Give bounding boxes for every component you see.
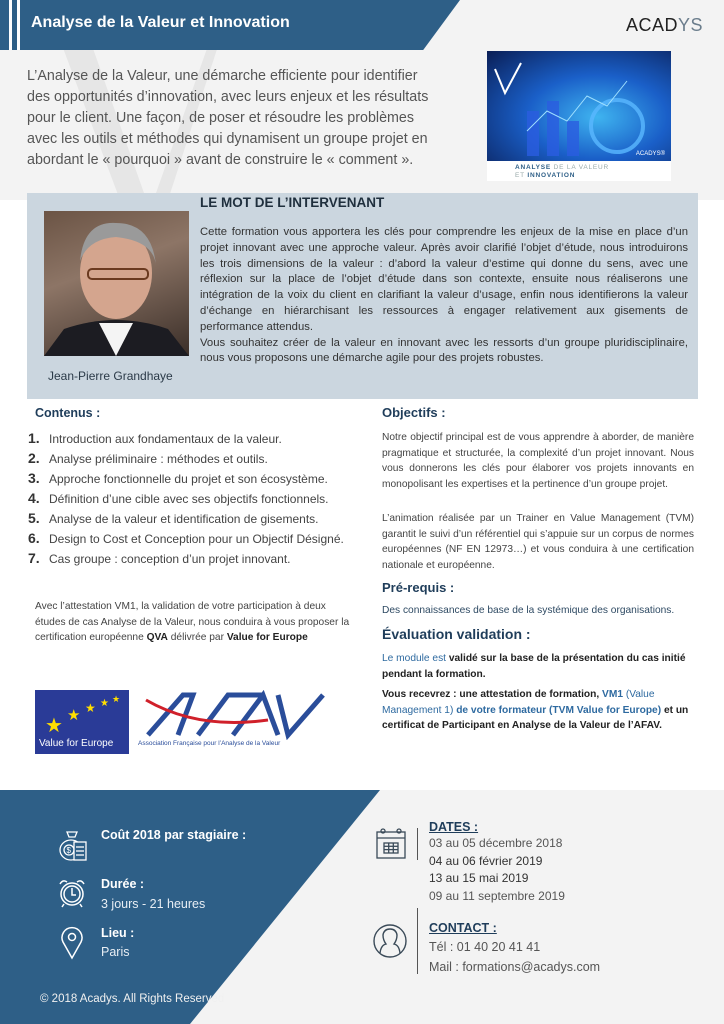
header-stripe	[17, 0, 20, 50]
hero-image	[487, 51, 671, 181]
chart-illustration-icon	[487, 51, 671, 161]
objectives-paragraph: L’animation réalisée par un Trainer en Value Management (TVM) garantit le suivi d’un référentiel qui s’appuie sur un corpus de normes européennes (NF EN 12973…) et vous conduira à une certification nationale et européenne.	[382, 513, 694, 571]
dates-list	[429, 835, 565, 905]
list-item: 5. Analyse de la valeur et identification de gisements.	[28, 510, 319, 526]
header-stripe	[9, 0, 12, 50]
alarm-clock-icon	[57, 878, 87, 908]
afav-mark-icon	[138, 690, 338, 740]
cost-label: Coût 2018 par stagiaire :	[101, 828, 247, 842]
speaker-paragraph: Cette formation vous apportera les clés pour comprendre les enjeux de la mise en place d’un projet innovant avec une approche valeur. Après avoir clarifié l’objet d’étude, nous introduirons les trois dimensions de la valeur : d’abord la valeur d’estime qui donne du sens, avec une réflexion sur la place de l’objet d’étude dans son contexte, ensuite nous réaliserons une intégration de la voix du client en clarifiant la valeur d’usage, enfin nous identifierons la valeur d’échange en hiérarchisant les ressources à engager relativement aux gisements de performance attendus.	[200, 226, 688, 333]
svg-text:★: ★	[112, 694, 121, 704]
duration-label: Durée :	[101, 877, 145, 891]
list-item: 1. Introduction aux fondamentaux de la valeur.	[28, 430, 282, 446]
logo-accent: YS	[678, 15, 704, 35]
acadys-logo	[626, 15, 703, 36]
prereq-text: Des connaissances de base de la systémique des organisations.	[382, 605, 675, 616]
date-item: 04 au 06 février 2019	[429, 853, 543, 868]
contents-title: Contenus :	[35, 406, 101, 420]
place-label: Lieu :	[101, 926, 135, 940]
location-pin-icon	[60, 926, 84, 960]
speaker-photo	[44, 211, 189, 356]
svg-text:$: $	[66, 846, 71, 855]
evaluation-title: Évaluation validation :	[382, 626, 531, 642]
divider	[417, 828, 418, 860]
list-item: 3. Approche fonctionnelle du projet et son écosystème.	[28, 470, 328, 486]
logo-text: ACAD	[626, 15, 679, 35]
copyright: © 2018 Acadys. All Rights Reserved	[40, 993, 225, 1005]
calendar-icon	[375, 826, 407, 860]
dates-label: DATES :	[429, 820, 479, 834]
money-bag-icon	[58, 830, 88, 862]
speaker-name: Jean-Pierre Grandhaye	[48, 369, 173, 383]
list-item: 7. Cas groupe : conception d’un projet innovant.	[28, 550, 291, 566]
contact-phone: Tél : 01 40 20 41 41	[429, 940, 541, 954]
contact-mail[interactable]: Mail : formations@acadys.com	[429, 960, 601, 974]
vm1-text: Avec l’attestation VM1, la validation de votre participation à deux études de cas Analyse de la Valeur, nous conduira à vous proposer la certification européenne QVA délivrée par Value for Europe	[35, 601, 350, 643]
hero-caption: ANALYSE DE LA VALEUR ET INNOVATION	[515, 164, 610, 179]
afav-logo	[138, 690, 338, 754]
intro-text: L’Analyse de la Valeur, une démarche efficiente pour identifier des opportunités d’innovation, avec leurs enjeux et les résultats pour le client. Une façon, de poser et résoudre les problèmes avec les outils et méthodes qui dynamisent un groupe projet en abordant le « pourquoi » avant de construire le « comment ».	[27, 68, 429, 168]
vfe-label: Value for Europe	[39, 738, 114, 749]
speaker-paragraph: Vous souhaitez créer de la valeur en innovant avec les ressorts d’un groupe pluridisciplinaire, nous vous proposons une démarche agile pour des projets robustes.	[200, 336, 688, 365]
divider	[417, 908, 418, 974]
list-item: 2. Analyse préliminaire : méthodes et outils.	[28, 450, 268, 466]
speaker-heading: LE MOT DE L’INTERVENANT	[200, 195, 385, 210]
date-item: 03 au 05 décembre 2018	[429, 836, 563, 850]
contents-list	[28, 430, 368, 570]
date-item: 09 au 11 septembre 2019	[429, 888, 565, 903]
svg-text:★: ★	[67, 707, 81, 724]
prereq-title: Pré-requis :	[382, 580, 455, 595]
list-item: 4. Définition d’une cible avec ses objectifs fonctionnels.	[28, 490, 329, 506]
hero-picture	[487, 51, 671, 161]
objectives-title: Objectifs :	[382, 405, 446, 420]
speaker-text	[200, 225, 688, 367]
svg-text:★: ★	[85, 701, 96, 715]
afav-label: Association Française pour l’Analyse de la Valeur	[138, 740, 281, 747]
value-for-europe-logo	[35, 690, 129, 754]
contact-label: CONTACT :	[429, 921, 497, 935]
objectives-paragraph: Notre objectif principal est de vous apprendre à aborder, de manière pragmatique et structurée, la complexité d’un projet innovant. Nous vous donnerons les clés pour élaborer vos projets innovants en monopolisant les expertises et la pertinence d’un groupe projet.	[382, 432, 694, 490]
svg-text:★: ★	[100, 698, 109, 709]
page-title: Analyse de la Valeur et Innovation	[31, 14, 290, 31]
hero-watermark: ACADYS®	[635, 151, 665, 157]
user-contact-icon	[372, 923, 408, 959]
svg-text:★: ★	[45, 715, 63, 737]
person-portrait-icon	[44, 211, 189, 356]
list-item: 6. Design to Cost et Conception pour un Objectif Désigné.	[28, 530, 344, 546]
date-item: 13 au 15 mai 2019	[429, 871, 529, 885]
evaluation-paragraph: Vous recevrez : une attestation de formation, VM1 (Value Management 1) de votre formateur (TVM Value for Europe) et un certificat de Participant en Analyse de la Valeur de l’AFAV.	[382, 689, 689, 731]
stars-icon	[35, 690, 129, 740]
duration-value: 3 jours - 21 heures	[101, 897, 206, 911]
place-value: Paris	[101, 945, 130, 959]
evaluation-paragraph: Le module est validé sur la base de la présentation du cas initié pendant la formation.	[382, 653, 686, 680]
